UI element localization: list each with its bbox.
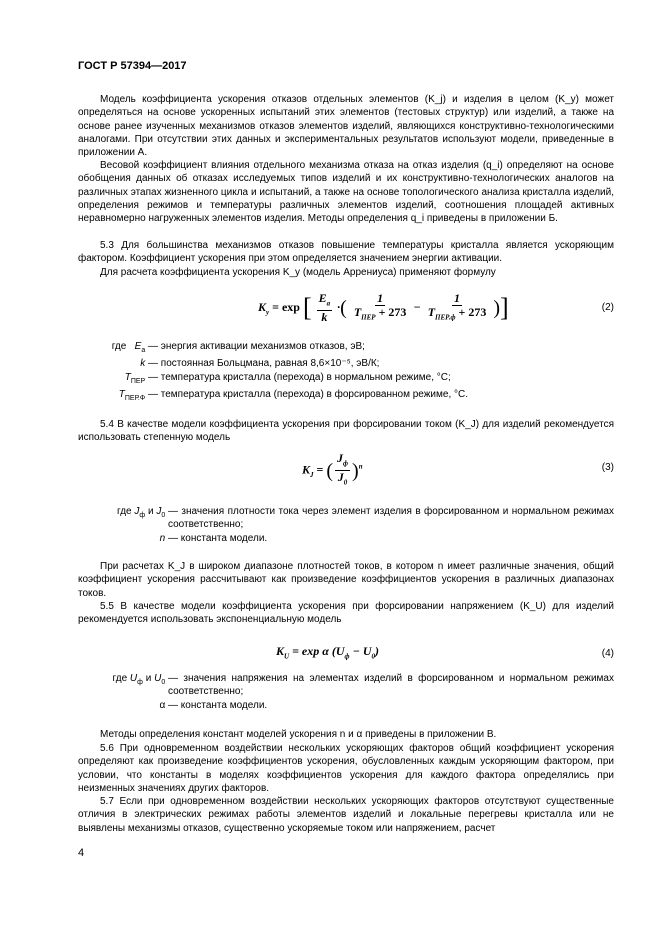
definitions-eq2: где $E_a$ — энергия активации механизмов отказов, эВ; k — постоянная Больцмана, равная 8,6×10⁻⁵, эВ/К; $T_{ПЕР}$ — температура кристалла (перехода) в нормальном режиме, °С; $T_{ПЕР.Ф}$ — температура кристалла (перехода) в форсированном режиме, °С.: [111, 341, 468, 402]
equation-4: [78, 638, 614, 674]
definitions-eq3: где $J_ф$ и $J_0$ — значения плотности тока через элемент изделия в форсированном и нормальном режимах соответственно; n — константа модели.: [117, 506, 614, 544]
paragraph-5-6: 5.6 При одновременном воздействии нескольких ускоряющих факторов общий коэффициент ускорения определяют как произведение коэффициентов ускорения, обусловленных каждым ускоряющим фактором, при условии, что константы в моделях коэффициентов ускорения для каждого фактора определялись при неизменных значениях других факторов.: [78, 743, 614, 794]
paragraph-5-5: 5.5 В качестве модели коэффициента ускорения при форсировании напряжением (K_U) для изделий рекомендуется использовать экспоненциальную модель: [78, 601, 614, 626]
equation-2: [78, 292, 614, 328]
paragraph-current-range: При расчетах K_J в широком диапазоне плотностей токов, в котором n имеет различные значения, общий коэффициент ускорения рассчитывают как произведение коэффициентов ускорения в различных диапазонах токов.: [78, 561, 614, 599]
equation-number: (3): [601, 462, 614, 473]
equation-number: (2): [601, 302, 614, 313]
power-formula: $K_J$ = ( $\frac{J_ф}{J_0}$ )$^n$: [302, 451, 363, 487]
definitions-eq4: где $U_ф$ и $U_0$ — значения напряжения на элементах изделий в форсированном и нормальном режимах соответственно; α — константа модели.: [112, 673, 614, 711]
paragraph-5-4: 5.4 В качестве модели коэффициента ускорения при форсировании током (K_J) для изделий рекомендуется использовать степенную модель: [78, 419, 614, 444]
paragraph-models: Модель коэффициента ускорения отказов отдельных элементов (K_j) и изделия в целом (K_y) может определяться на основе ускоренных испытаний этих элементов (тестовых структур) или изделий, а также на основе ранее изученных механизмов отказов элементов изделий, являющихся конструктивно-технологическими аналогами. При отсутствии этих данных и экспериментальных результатов используют модели, приведенные в приложении А.: [78, 94, 614, 159]
equation-number: (4): [601, 648, 614, 659]
page-number: 4: [78, 847, 85, 859]
paragraph-arrhenius-intro: Для расчета коэффициента ускорения K_y (модель Аррениуса) применяют формулу: [100, 267, 496, 278]
exponential-formula: $K_U = \exp \alpha$ $(U_ф - U_0)$: [276, 644, 379, 661]
paragraph-methods-constants: Методы определения констант моделей ускорения n и α приведены в приложении В.: [100, 729, 497, 740]
paragraph-5-3: 5.3 Для большинства механизмов отказов повышение температуры кристалла является ускоряющим фактором. Коэффициент ускорения при этом определяется значением энергии активации.: [78, 240, 614, 265]
paragraph-weight-coefficient: Весовой коэффициент влияния отдельного механизма отказа на отказ изделия (q_i) определяют на основе обобщения данных об отказах исследуемых типов изделий и их конструктивно-технологических аналогов на различных этапах жизненного цикла и испытаний, а также на основе топологического анализа кристалла изделий, определения режимов и температуры различных элементов изделий, соотношения площадей активных неравномерно нагруженных элементов изделия. Методы определения q_i приведены в приложении Б.: [78, 160, 614, 225]
document-header: ГОСТ Р 57394—2017: [78, 60, 187, 72]
paragraph-5-7: 5.7 Если при одновременном воздействии нескольких ускоряющих факторов отсутствуют существенные отличия в электрических режимах работы элементов изделий и локальные перегревы кристалла или не выявлены механизмы отказов, существенно ускоряемые током или напряжением, расчет: [78, 796, 614, 834]
equation-3: [78, 452, 614, 488]
arrhenius-formula: $K_y = \exp$ [ $\frac{E_a}{k}$ ·( $\frac{1}{T_{ПЕР} + 273}$ − $\frac{1}{T_{ПЕР.ф} + 273}$ )]: [258, 291, 509, 325]
